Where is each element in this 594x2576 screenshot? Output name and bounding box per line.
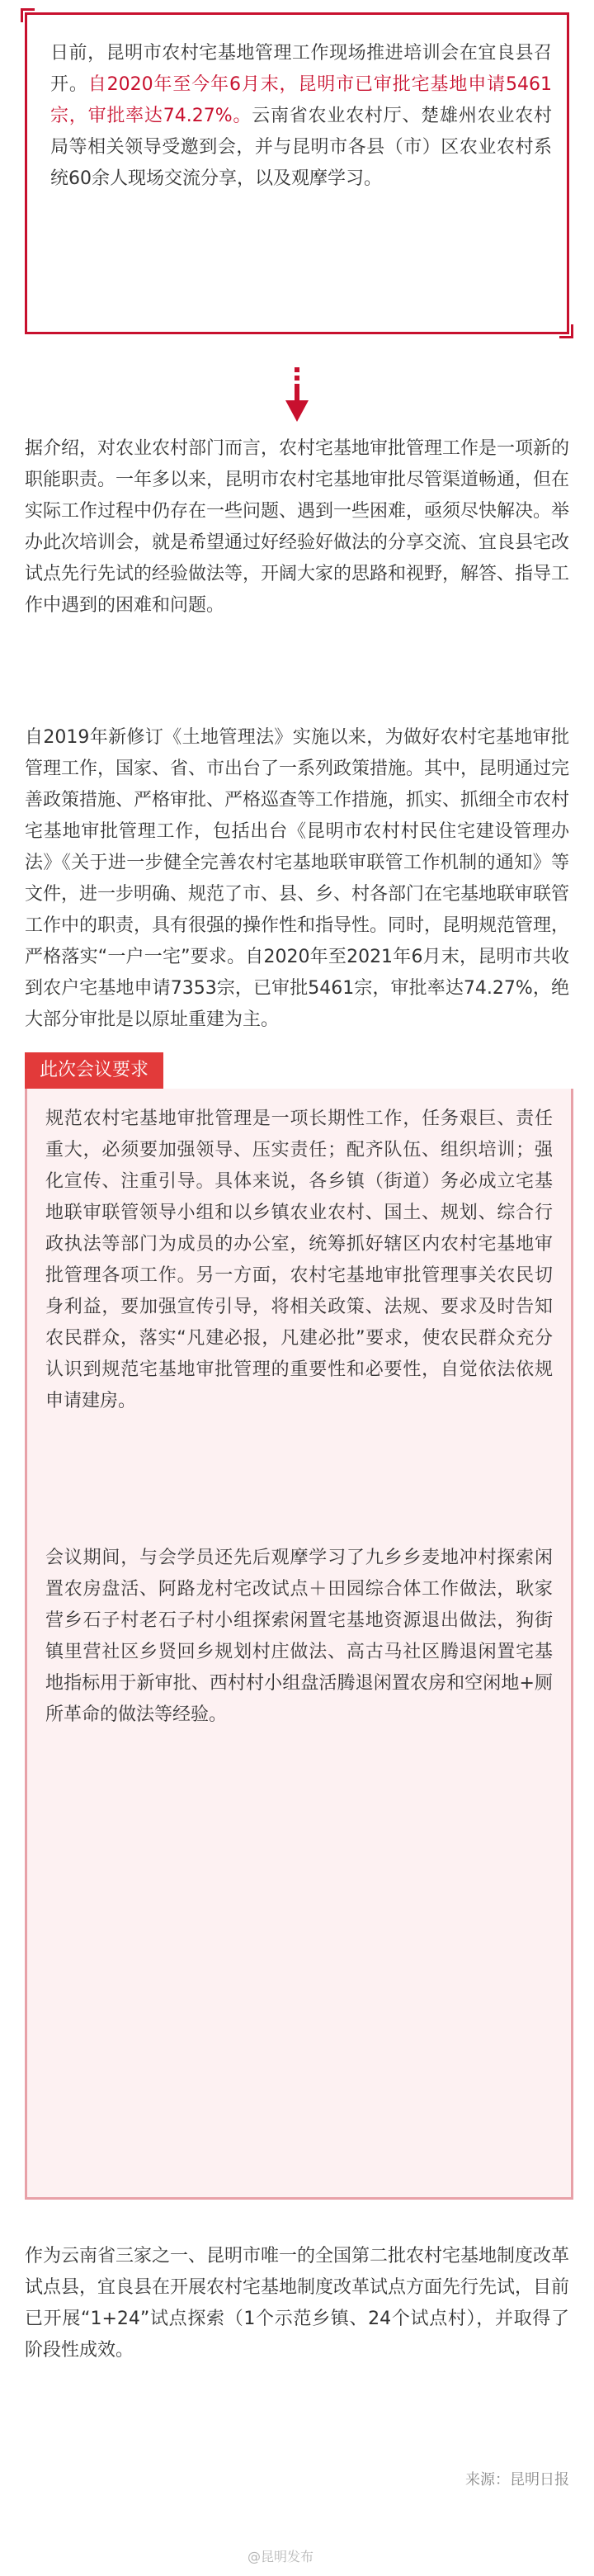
observation-paragraph: 会议期间，与会学员还先后观摩学习了九乡乡麦地冲村探索闲置农房盘活、阿路龙村宅改试点＋田园综合体工作做法，耿家营乡石子村老石子村小组探索闲置宅基地资源退出做法，狗街镇里营社区乡贤回乡规划村庄做法、高古马社区腾退闲置宅基地指标用于新审批、西村村小组盘活腾退闲置农房和空闲地+厕所革命的做法等经验。 [45,1548,553,1725]
intro-highlight: 自2020年至今年6月末，昆明市已审批宅基地申请5461宗，审批率达74.27%。 [50,74,552,126]
intro-text [50,38,552,195]
requirements-section [25,1052,573,2208]
intro-text-tail: 云南省农业农村厅、楚雄州农业农村局等相关领导受邀到会，并与昆明市各县（市）区农业农村系统60余人现场交流分享，以及观摩学习。 [50,106,552,189]
paragraph-background: 据介绍，对农业农村部门而言，农村宅基地审批管理工作是一项新的职能职责。一年多以来，昆明市农村宅基地审批尽管渠道畅通，但在实际工作过程中仍存在一些问题、遇到一些困难，亟须尽快解决。举办此次培训会，就是希望通过好经验好做法的分享交流、宜良县宅改试点先行先试的经验做法等，开阔大家的思路和视野，解答、指导工作中遇到的困难和问题。 [25,438,570,616]
source-credit: 来源：昆明日报 [465,2471,569,2489]
requirements-box [25,1089,573,2200]
intro-text-lead: 日前，昆明市农村宅基地管理工作现场推进培训会在宜良县召开。 [50,43,552,95]
corner-decoration [21,8,35,22]
corner-decoration [559,324,573,338]
requirements-tag: 此次会议要求 [25,1052,163,1089]
arrow-down-icon [280,367,314,425]
watermark: @昆明发布 [248,2549,314,2564]
paragraph-policy: 自2019年新修订《土地管理法》实施以来，为做好农村宅基地审批管理工作，国家、省、市出台了一系列政策措施。其中，昆明通过完善政策措施、严格审批、严格巡查等工作措施，抓实、抓细全市农村宅基地审批管理工作，包括出台《昆明市农村村民住宅建设管理办法》《关于进一步健全完善农村宅基地联审联管工作机制的通知》等文件，进一步明确、规范了市、县、乡、村各部门在宅基地联审联管工作中的职责，具有很强的操作性和指导性。同时，昆明规范管理，严格落实“一户一宅”要求。自2020年至2021年6月末，昆明市共收到农户宅基地申请7353宗，已审批5461宗，审批率达74.27%，绝大部分审批是以原址重建为主。 [25,727,570,1030]
requirements-paragraph: 规范农村宅基地审批管理是一项长期性工作，任务艰巨、责任重大，必须要加强领导、压实责任；配齐队伍、组织培训；强化宣传、注重引导。具体来说，各乡镇（街道）务必成立宅基地联审联管领导小组和以乡镇农业农村、国土、规划、综合行政执法等部门为成员的办公室，统筹抓好辖区内农村宅基地审批管理各项工作。另一方面，农村宅基地审批管理事关农民切身利益，要加强宣传引导，将相关政策、法规、要求及时告知农民群众，落实“凡建必报，凡建必批”要求，使农民群众充分认识到规范宅基地审批管理的重要性和必要性，自觉依法依规申请建房。 [45,1108,553,1411]
paragraph-conclusion: 作为云南省三家之一、昆明市唯一的全国第二批农村宅基地制度改革试点县，宜良县在开展农村宅基地制度改革试点方面先行先试，目前已开展“1+24”试点探索（1个示范乡镇、24个试点村），并取得了阶段性成效。 [25,2246,570,2361]
intro-box [25,12,569,334]
